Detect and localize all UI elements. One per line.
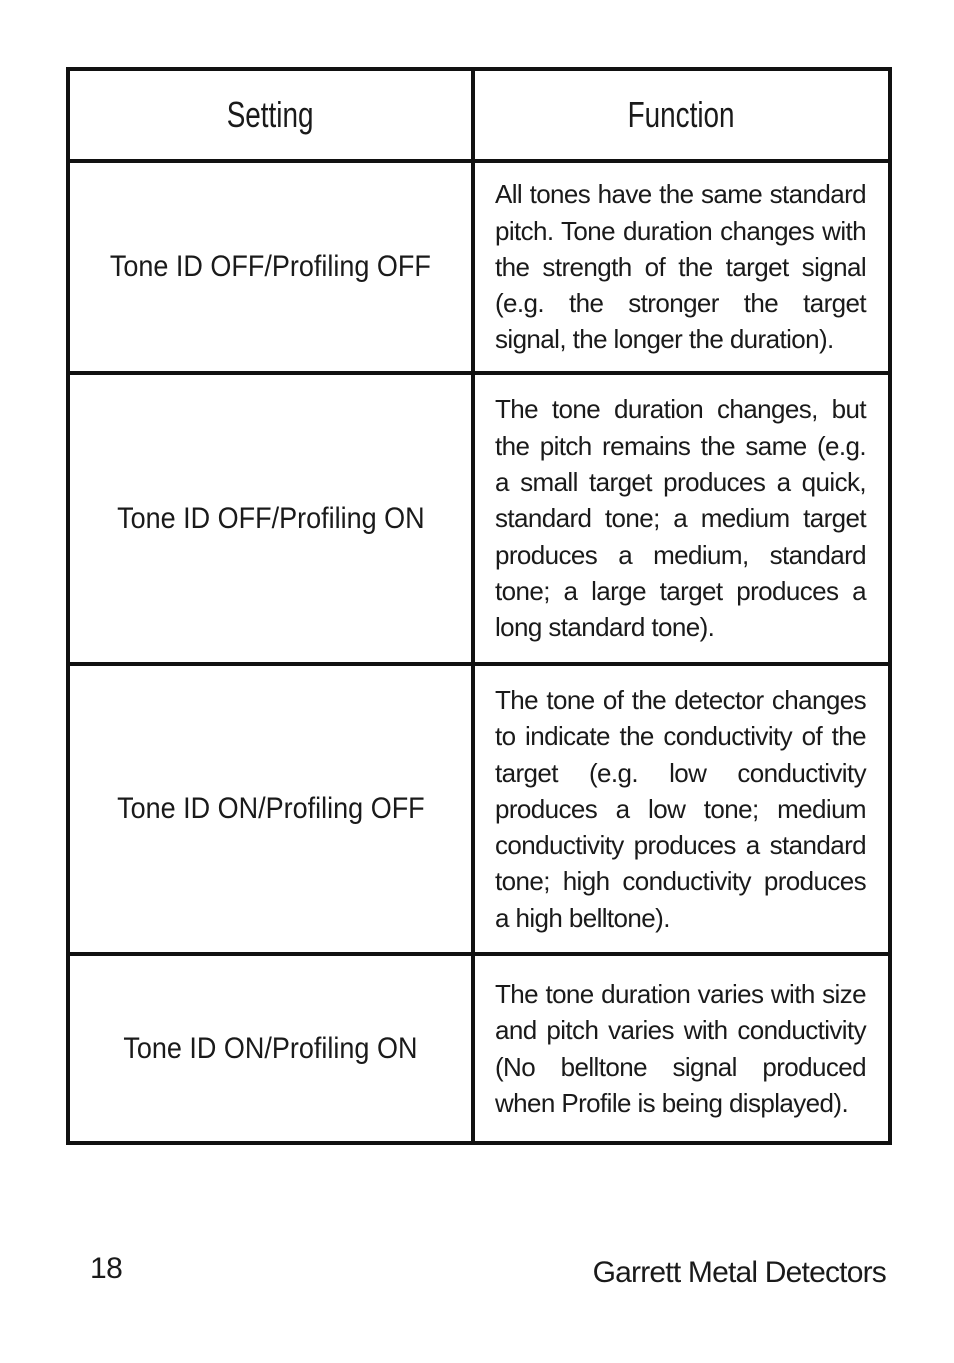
table-row (68, 954, 890, 1143)
function-cell: The tone of the detector changes to indicate the conductivity of the target (e.g. low conductivity produces a low tone; medium conductivity produces a standard tone; high conductivity produces a high belltone). (473, 664, 890, 954)
setting-cell: Tone ID ON/Profiling OFF (68, 664, 473, 954)
function-cell: The tone duration changes, but the pitch remains the same (e.g. a small target produces a quick, standard tone; a medium target produces a medium, standard tone; a large target produces a long standard tone). (473, 373, 890, 664)
setting-column-header: Setting (92, 69, 448, 161)
table-row (68, 161, 890, 373)
brand-footer: Garrett Metal Detectors (592, 1256, 886, 1289)
setting-cell: Tone ID OFF/Profiling OFF (68, 161, 473, 373)
setting-cell: Tone ID OFF/Profiling ON (68, 373, 473, 664)
page-number: 18 (90, 1252, 123, 1285)
settings-function-table (66, 67, 892, 1145)
table-row (68, 664, 890, 954)
table-header-row (68, 69, 890, 161)
table-row (68, 373, 890, 664)
function-column-header: Function (498, 69, 865, 161)
function-cell: The tone duration varies with size and pitch varies with conductivity (No belltone signal produced when Profile is being displayed). (473, 954, 890, 1143)
function-cell: All tones have the same standard pitch. Tone duration changes with the strength of the target signal (e.g. the stronger the target signal, the longer the duration). (473, 161, 890, 373)
setting-cell: Tone ID ON/Profiling ON (68, 954, 473, 1143)
